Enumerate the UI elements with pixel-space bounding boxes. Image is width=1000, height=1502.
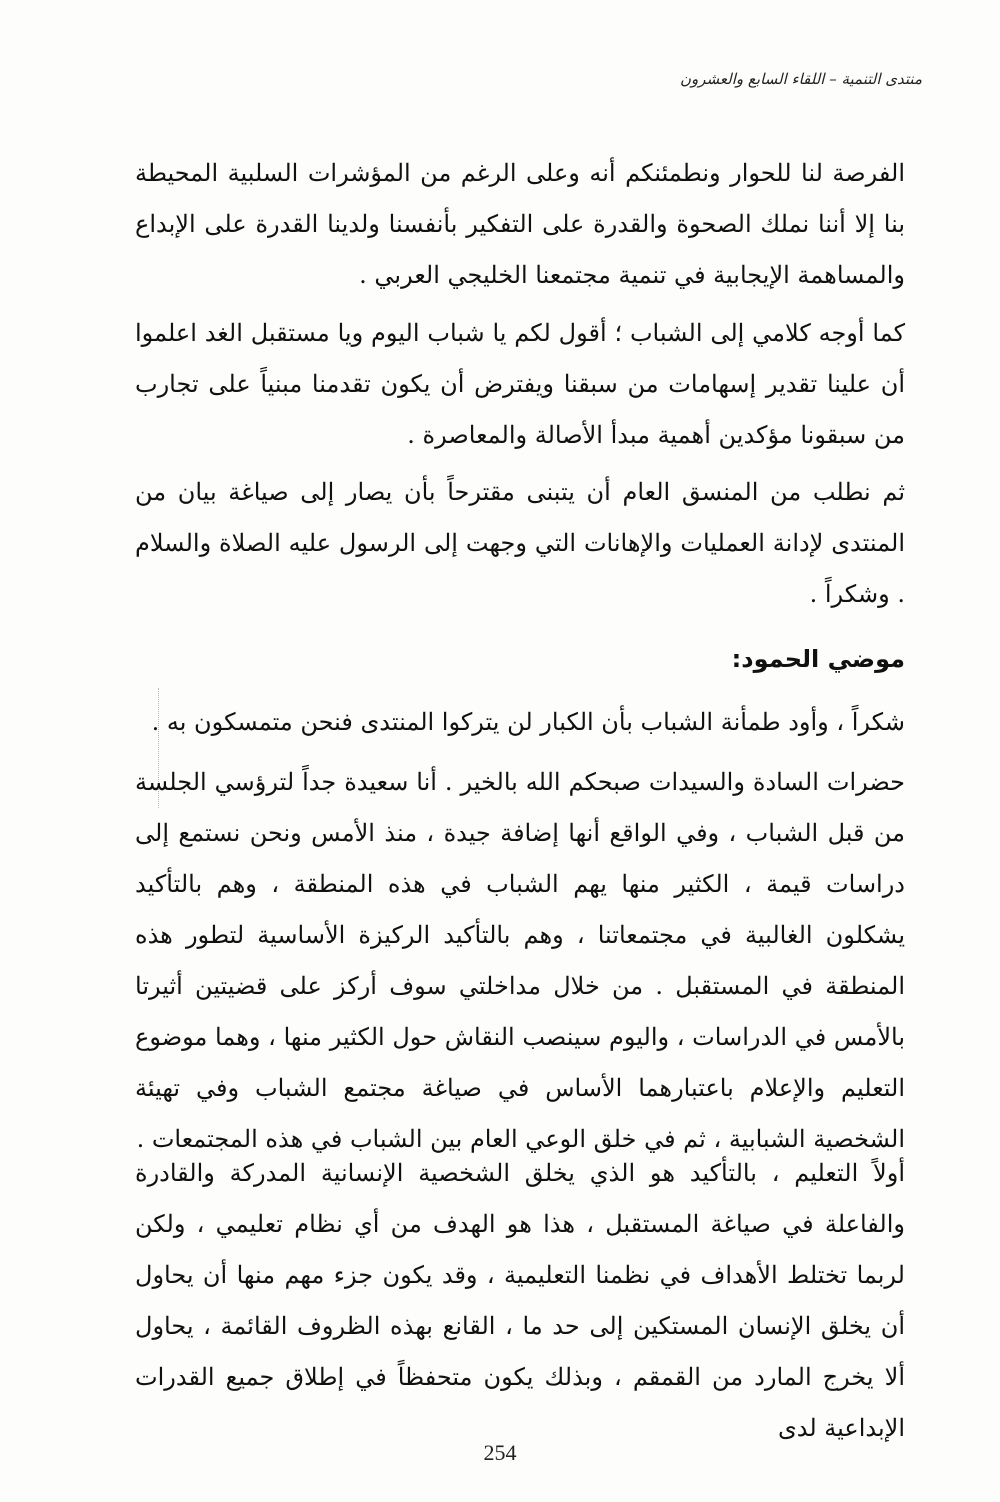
running-header: منتدى التنمية – اللقاء السابع والعشرون (680, 70, 922, 88)
paragraph (135, 697, 905, 748)
paragraph-text: حضرات السادة والسيدات صبحكم الله بالخير . أنا سعيدة جداً لترؤسي الجلسة من قبل الشباب ، وفي الواقع أنها إضافة جيدة ، منذ الأمس ونحن نستمع إلى دراسات قيمة ، الكثير منها يهم الشباب في هذه المنطقة ، وهم بالتأكيد يشكلون الغالبية في مجتمعاتنا ، وهم بالتأكيد الركيزة الأساسية لتطور هذه المنطقة في المستقبل . من خلال مداخلتي سوف أركز على قضيتين أثيرتا بالأمس في الدراسات ، واليوم سينصب النقاش حول الكثير منها ، وهما موضوع التعليم والإعلام باعتبارهما الأساس في صياغة مجتمع الشباب وفي تهيئة الشخصية الشبابية ، ثم في خلق الوعي العام بين الشباب في هذه المجتمعات . (135, 768, 905, 1153)
paragraph (135, 467, 905, 620)
paragraph-text: كما أوجه كلامي إلى الشباب ؛ أقول لكم يا شباب اليوم ويا مستقبل الغد اعلموا أن علينا تقدير إسهامات من سبقنا ويفترض أن يكون تقدمنا مبنياً على تجارب من سبقونا مؤكدين أهمية مبدأ الأصالة والمعاصرة . (135, 319, 905, 449)
speaker-heading: موضي الحمود: (731, 645, 905, 673)
paragraph-text: ثم نطلب من المنسق العام أن يتبنى مقترحاً بأن يصار إلى صياغة بيان من المنتدى لإدانة العمليات والإهانات التي وجهت إلى الرسول عليه الصلاة والسلام . وشكراً . (135, 478, 905, 608)
paragraph-text: شكراً ، وأود طمأنة الشباب بأن الكبار لن يتركوا المنتدى فنحن متمسكون به . (151, 708, 905, 736)
paragraph (135, 308, 905, 461)
page-number: 254 (483, 1440, 517, 1465)
paragraph-text: الفرصة لنا للحوار ونطمئنكم أنه وعلى الرغم من المؤشرات السلبية المحيطة بنا إلا أننا نملك الصحوة والقدرة على التفكير بأنفسنا ولدينا القدرة على الإبداع والمساهمة الإيجابية في تنمية مجتمعنا الخليجي العربي . (135, 159, 906, 289)
paragraph-text: أولاً التعليم ، بالتأكيد هو الذي يخلق الشخصية الإنسانية المدركة والقادرة والفاعلة في صياغة المستقبل ، هذا هو الهدف من أي نظام تعليمي ، ولكن لربما تختلط الأهداف في نظمنا التعليمية ، وقد يكون جزء مهم منها أن يحاول أن يخلق الإنسان المستكين إلى حد ما ، القانع بهذه الظروف القائمة ، يحاول ألا يخرج المارد من القمقم ، وبذلك يكون متحفظاً في إطلاق جميع القدرات الإبداعية لدى (135, 1159, 905, 1442)
paragraph (135, 757, 905, 1165)
paragraph (135, 1148, 905, 1454)
paragraph (135, 148, 905, 301)
